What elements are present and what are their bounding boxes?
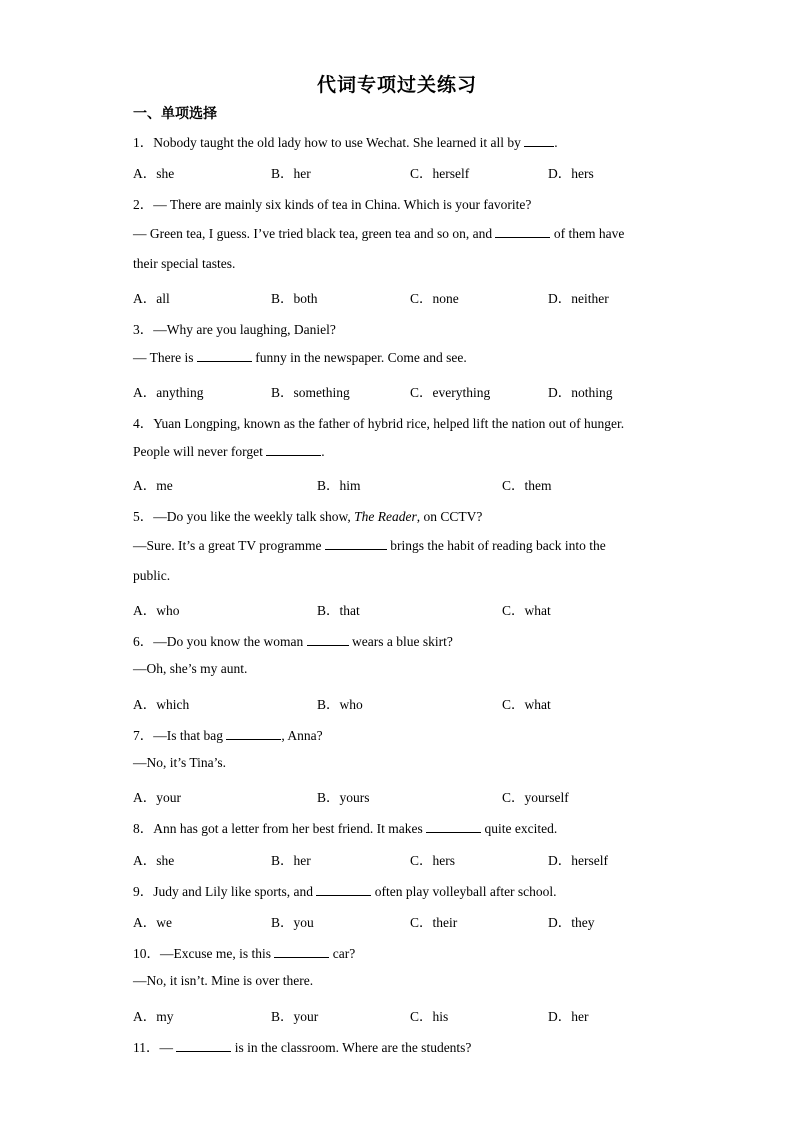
question-2-line-1: 2．— There are mainly six kinds of tea in China. Which is your favorite? — [133, 197, 532, 212]
q8-option-b: B．her — [271, 853, 311, 868]
q9-option-a: A．we — [133, 915, 172, 930]
q5-option-a: A．who — [133, 603, 180, 618]
q8-option-c: C．hers — [410, 853, 455, 868]
question-6-line-1: 6．—Do you know the woman wears a blue skirt? — [133, 634, 453, 649]
section-heading: 一、单项选择 — [133, 106, 217, 122]
question-10-line-1: 10．—Excuse me, is this car? — [133, 946, 356, 961]
question-5-line-3: public. — [133, 568, 171, 583]
q5-option-b: B．that — [317, 603, 360, 618]
q3-option-b: B．something — [271, 385, 350, 400]
q9-option-b: B．you — [271, 915, 314, 930]
answer-blank — [316, 883, 371, 896]
q1-option-d: D．hers — [548, 166, 594, 181]
question-3-line-2: — There is funny in the newspaper. Come and see. — [133, 350, 467, 365]
q2-option-d: D．neither — [548, 291, 609, 306]
q2-option-c: C．none — [410, 291, 459, 306]
q10-option-c: C．his — [410, 1009, 449, 1024]
q1-option-b: B．her — [271, 166, 311, 181]
question-5-line-2: —Sure. It’s a great TV programme brings the habit of reading back into the — [133, 538, 606, 553]
q6-option-c: C．what — [502, 697, 551, 712]
q9-option-d: D．they — [548, 915, 595, 930]
question-8-line-1: 8．Ann has got a letter from her best friend. It makes quite excited. — [133, 821, 558, 836]
question-7-line-1: 7．—Is that bag , Anna? — [133, 728, 323, 743]
q9-option-c: C．their — [410, 915, 458, 930]
answer-blank — [325, 537, 387, 550]
answer-blank — [495, 225, 550, 238]
q7-option-a: A．your — [133, 790, 181, 805]
q3-option-c: C．everything — [410, 385, 491, 400]
q1-option-c: C．herself — [410, 166, 470, 181]
question-2-line-2: — Green tea, I guess. I’ve tried black tea, green tea and so on, and of them have — [133, 226, 625, 241]
question-5-line-1: 5．—Do you like the weekly talk show, The Reader, on CCTV? — [133, 509, 483, 524]
q10-option-a: A．my — [133, 1009, 174, 1024]
question-4-line-1: 4．Yuan Longping, known as the father of hybrid rice, helped lift the nation out of hunger. — [133, 416, 625, 431]
question-4-line-2: People will never forget . — [133, 444, 325, 459]
question-7-line-2: —No, it’s Tina’s. — [133, 755, 227, 770]
q10-option-b: B．your — [271, 1009, 319, 1024]
question-2-line-3: their special tastes. — [133, 256, 236, 271]
answer-blank — [274, 945, 329, 958]
q4-option-b: B．him — [317, 478, 361, 493]
q8-option-d: D．herself — [548, 853, 608, 868]
answer-blank — [176, 1039, 231, 1052]
question-6-line-2: —Oh, she’s my aunt. — [133, 661, 248, 676]
question-9-line-1: 9．Judy and Lily like sports, and often play volleyball after school. — [133, 884, 557, 899]
question-3-line-1: 3．—Why are you laughing, Daniel? — [133, 322, 336, 337]
answer-blank — [197, 349, 252, 362]
q3-option-d: D．nothing — [548, 385, 613, 400]
answer-blank — [307, 633, 349, 646]
q7-option-c: C．yourself — [502, 790, 569, 805]
question-11-line-1: 11．— is in the classroom. Where are the students? — [133, 1040, 472, 1055]
page-title: 代词专项过关练习 — [316, 74, 477, 96]
answer-blank — [426, 820, 481, 833]
q7-option-b: B．yours — [317, 790, 370, 805]
answer-blank — [266, 443, 321, 456]
q6-option-a: A．which — [133, 697, 190, 712]
q5-option-c: C．what — [502, 603, 551, 618]
q4-option-a: A．me — [133, 478, 173, 493]
q8-option-a: A．she — [133, 853, 175, 868]
q4-option-c: C．them — [502, 478, 552, 493]
answer-blank — [524, 134, 554, 147]
q3-option-a: A．anything — [133, 385, 204, 400]
q10-option-d: D．her — [548, 1009, 589, 1024]
question-1-line-1: 1．Nobody taught the old lady how to use Wechat. She learned it all by . — [133, 135, 558, 150]
q1-option-a: A．she — [133, 166, 175, 181]
q2-option-b: B．both — [271, 291, 318, 306]
answer-blank — [226, 727, 281, 740]
show-title: The Reader — [354, 509, 417, 524]
question-10-line-2: —No, it isn’t. Mine is over there. — [133, 973, 314, 988]
q2-option-a: A．all — [133, 291, 170, 306]
q6-option-b: B．who — [317, 697, 363, 712]
